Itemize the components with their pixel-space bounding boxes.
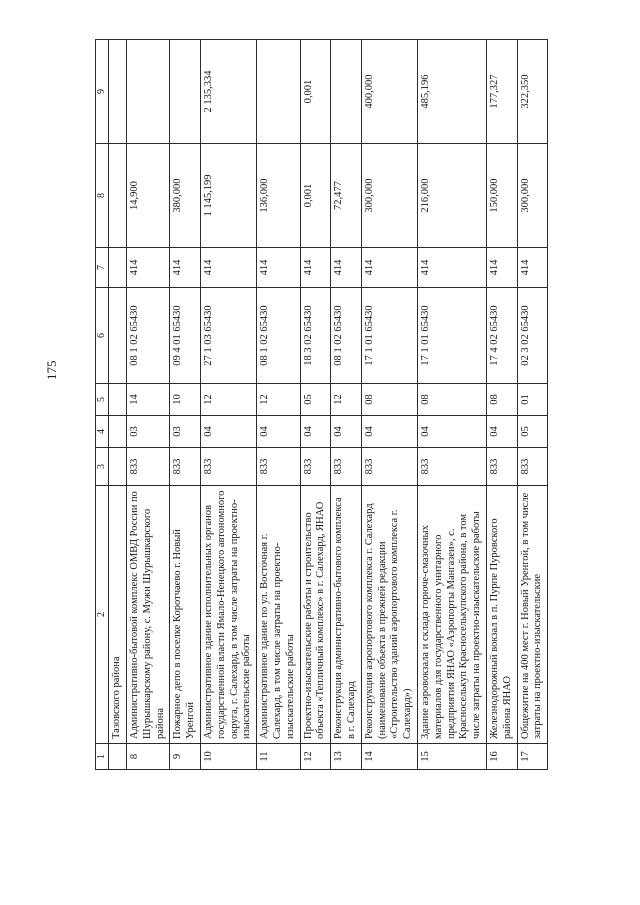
object-name: Административно-бытовой комплекс ОМВД России по Шурышкарскому району, с. Мужи Шурышкарского района (126, 486, 169, 744)
section-code: 03 (170, 416, 201, 448)
section-code: 04 (331, 416, 362, 448)
table-row (361, 40, 417, 770)
section-code: 04 (257, 416, 300, 448)
section-code: 03 (126, 416, 169, 448)
target-article-code: 17 4 02 65430 (486, 288, 517, 384)
ministry-code: 833 (517, 448, 548, 486)
row-number: 10 (200, 744, 256, 770)
ministry-code: 833 (331, 448, 362, 486)
amount-year-2: 400,000 (361, 40, 417, 144)
column-number-7: 7 (96, 248, 109, 288)
section-code: 04 (486, 416, 517, 448)
row-number: 8 (126, 744, 169, 770)
amount-year-2: 0,001 (300, 40, 331, 144)
section-code: 04 (417, 416, 486, 448)
table-row (200, 40, 256, 770)
expense-type-code: 414 (126, 248, 169, 288)
table-row (417, 40, 486, 770)
table-row (170, 40, 201, 770)
section-code: 04 (361, 416, 417, 448)
subsection-code: 12 (331, 384, 362, 416)
subsection-code: 10 (170, 384, 201, 416)
amount-year-1: 136,000 (257, 144, 300, 248)
amount-year-2: 322,350 (517, 40, 548, 144)
amount-year-2 (257, 40, 300, 144)
amount-year-1: 380,000 (170, 144, 201, 248)
object-name: Здание аэровокзала и склада горюче-смазочных материалов для государственного унитарного предприятия ЯНАО «Аэропорты Мангазеи», с. Красноселькуп Красноселькупского района, в том числе затраты на проектно-изыскательские работы (417, 486, 486, 744)
expense-type-code: 414 (170, 248, 201, 288)
target-article-code: 08 1 02 65430 (126, 288, 169, 384)
expense-type-code: 414 (200, 248, 256, 288)
ministry-code: 833 (300, 448, 331, 486)
rotated-table-sheet (95, 40, 615, 770)
budget-table (95, 39, 548, 770)
target-article-code: 18 3 02 65430 (300, 288, 331, 384)
amount-year-1: 216,000 (417, 144, 486, 248)
row-number: 13 (331, 744, 362, 770)
expense-type-code: 414 (361, 248, 417, 288)
subsection-code: 12 (200, 384, 256, 416)
column-number-5: 5 (96, 384, 109, 416)
row-number: 17 (517, 744, 548, 770)
ministry-code: 833 (257, 448, 300, 486)
table-row (486, 40, 517, 770)
ministry-code: 833 (417, 448, 486, 486)
object-name: Пожарное депо в поселке Коротчаево г. Новый Уренгой (170, 486, 201, 744)
expense-type-code: 414 (417, 248, 486, 288)
column-number-row (96, 40, 109, 770)
table-row (109, 40, 127, 770)
target-article-code: 08 1 02 65430 (257, 288, 300, 384)
amount-year-2 (331, 40, 362, 144)
expense-type-code: 414 (331, 248, 362, 288)
ministry-code: 833 (361, 448, 417, 486)
column-number-8: 8 (96, 144, 109, 248)
column-number-6: 6 (96, 288, 109, 384)
amount-year-1: 300,000 (361, 144, 417, 248)
expense-type-code: 414 (517, 248, 548, 288)
region-continuation: Тазовского района (109, 486, 127, 744)
amount-year-2 (170, 40, 201, 144)
amount-year-1: 14,900 (126, 144, 169, 248)
amount-year-2: 485,196 (417, 40, 486, 144)
table-row (300, 40, 331, 770)
row-number: 16 (486, 744, 517, 770)
subsection-code: 05 (300, 384, 331, 416)
object-name: Железнодорожный вокзал в п. Пурпе Пуровского района ЯНАО (486, 486, 517, 744)
target-article-code: 17 1 01 65430 (417, 288, 486, 384)
subsection-code: 08 (486, 384, 517, 416)
target-article-code: 02 3 02 65430 (517, 288, 548, 384)
section-code: 04 (300, 416, 331, 448)
amount-year-1: 150,000 (486, 144, 517, 248)
ministry-code: 833 (486, 448, 517, 486)
ministry-code: 833 (200, 448, 256, 486)
row-number: 12 (300, 744, 331, 770)
object-name: Проектно-изыскательские работы и строительство объекта «Тепличный комплекс» в г. Салехард, ЯНАО (300, 486, 331, 744)
page-number: 175 (44, 360, 59, 380)
object-name: Общежитие на 400 мест г. Новый Уренгой, в том числе затраты на проектно-изыскательские (517, 486, 548, 744)
expense-type-code: 414 (300, 248, 331, 288)
target-article-code: 27 1 03 65430 (200, 288, 256, 384)
subsection-code: 12 (257, 384, 300, 416)
object-name: Реконструкция административно-бытового комплекса в г. Салехард (331, 486, 362, 744)
row-number: 9 (170, 744, 201, 770)
amount-year-2 (126, 40, 169, 144)
target-article-code: 09 4 01 65430 (170, 288, 201, 384)
section-code: 05 (517, 416, 548, 448)
column-number-2: 2 (96, 486, 109, 744)
row-number: 15 (417, 744, 486, 770)
table-row (517, 40, 548, 770)
object-name: Административное здание по ул. Восточная г. Салехард, в том числе затраты на проектно-изыскательские работы (257, 486, 300, 744)
expense-type-code: 414 (486, 248, 517, 288)
amount-year-1: 300,000 (517, 144, 548, 248)
amount-year-1: 1 145,199 (200, 144, 256, 248)
object-name: Реконструкция аэропортового комплекса г. Салехард (наименование объекта в прежней редакции «Строительство зданий аэропортового комплекса г. Салехард») (361, 486, 417, 744)
target-article-code: 08 1 02 65430 (331, 288, 362, 384)
amount-year-1: 0,001 (300, 144, 331, 248)
amount-year-1: 72,477 (331, 144, 362, 248)
table-row (257, 40, 300, 770)
row-number: 11 (257, 744, 300, 770)
object-name: Административное здание исполнительных органов государственной власти Ямало-Ненецкого автономного округа, г. Салехард, в том числе затраты на проектно-изыскательские работы (200, 486, 256, 744)
table-row (126, 40, 169, 770)
table-row (331, 40, 362, 770)
subsection-code: 01 (517, 384, 548, 416)
amount-year-2: 2 135,334 (200, 40, 256, 144)
subsection-code: 14 (126, 384, 169, 416)
target-article-code: 17 1 01 65430 (361, 288, 417, 384)
subsection-code: 08 (361, 384, 417, 416)
column-number-1: 1 (96, 744, 109, 770)
ministry-code: 833 (170, 448, 201, 486)
column-number-4: 4 (96, 416, 109, 448)
column-number-3: 3 (96, 448, 109, 486)
table-body (109, 40, 548, 770)
ministry-code: 833 (126, 448, 169, 486)
amount-year-2: 177,327 (486, 40, 517, 144)
row-number: 14 (361, 744, 417, 770)
section-code: 04 (200, 416, 256, 448)
cell-num (109, 744, 127, 770)
expense-type-code: 414 (257, 248, 300, 288)
subsection-code: 08 (417, 384, 486, 416)
column-number-9: 9 (96, 40, 109, 144)
